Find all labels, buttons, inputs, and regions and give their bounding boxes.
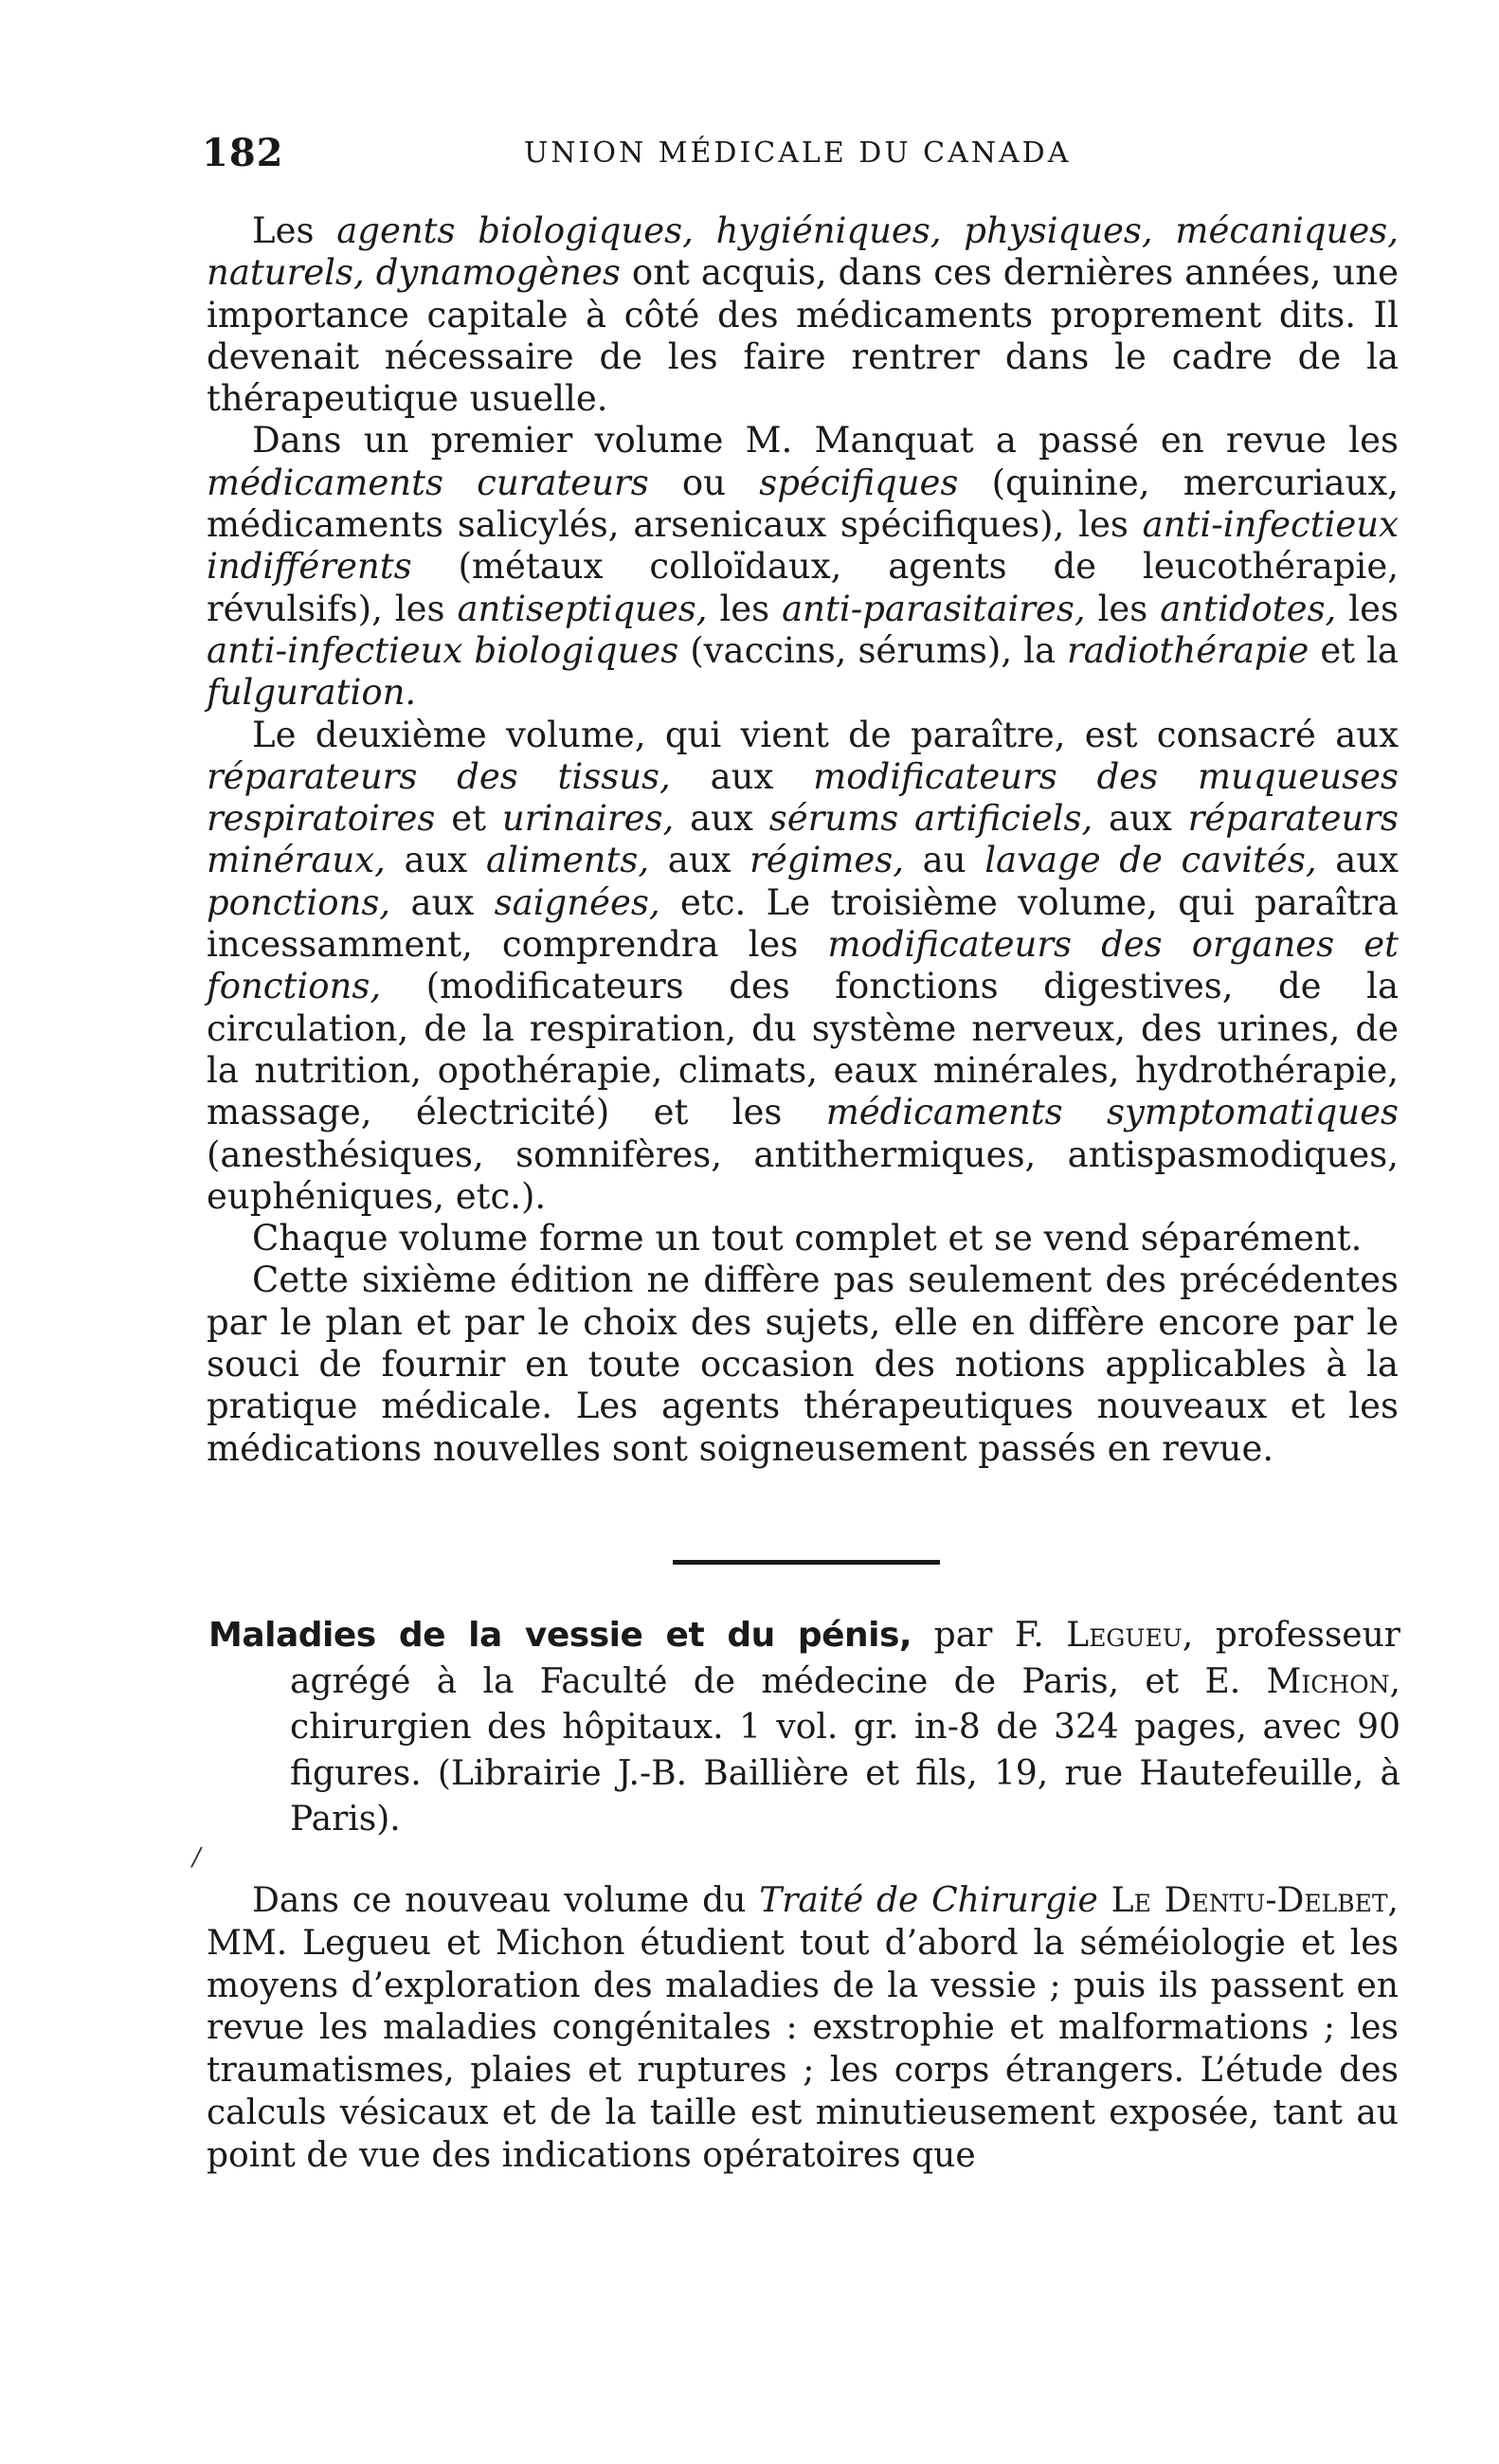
paragraph-4: Chaque volume forme un tout complet et se vend séparément.: [252, 1218, 1363, 1259]
text: les: [707, 588, 783, 629]
italic-text: aliments,: [485, 840, 650, 881]
italic-text: urinaires,: [501, 798, 675, 840]
paragraph-1: [207, 210, 1399, 420]
text: Dans un premier volume M. Manquat a passé en revue les: [252, 420, 1399, 462]
text: aux: [385, 840, 486, 881]
text: Le deuxième volume, qui vient de paraître, est consacré aux: [252, 714, 1399, 755]
text: par F.: [912, 1616, 1067, 1655]
paragraph-3: [207, 715, 1399, 1219]
review-book-title: Maladies de la vessie et du pénis,: [208, 1616, 912, 1655]
section-divider: [673, 1560, 940, 1565]
section-review-body: [207, 1880, 1399, 2178]
text: (quinine, mercuriaux, médicaments salicylés, arsenicaux spécifiques), les: [207, 462, 1399, 546]
text: ou: [648, 462, 760, 503]
text: ont acquis, dans ces dernières années, une importance capitale à côté des médicaments proprement dits. Il devenait nécessaire de les faire rentrer dans le cadre de la thérapeutique usuelle.: [207, 252, 1399, 420]
italic-text: anti-infectieux biologiques: [207, 629, 679, 671]
italic-text: anti-parasitaires,: [782, 588, 1086, 629]
italic-text: modificateurs des muqueuses respiratoires: [207, 755, 1399, 840]
italic-text: Traité de Chirurgie: [759, 1881, 1098, 1920]
page-header: [202, 131, 1398, 178]
text: aux: [670, 755, 814, 797]
text: aux: [1093, 798, 1188, 840]
author-name: Michon: [1266, 1661, 1390, 1701]
italic-text: antidotes,: [1160, 588, 1337, 629]
text: aux: [390, 881, 495, 923]
text: (vaccins, sérums), la: [678, 629, 1068, 671]
italic-text: réparateurs minéraux,: [207, 798, 1399, 881]
stray-mark: /: [192, 1843, 201, 1872]
running-title: UNION MÉDICALE DU CANADA: [524, 136, 1072, 170]
italic-text: médicaments curateurs: [207, 462, 649, 503]
italic-text: modificateurs des organes et fonctions,: [207, 924, 1399, 1007]
italic-text: ponctions,: [207, 881, 391, 923]
text: aux: [649, 840, 750, 881]
italic-text: radiothérapie: [1067, 629, 1309, 671]
page-number: 182: [202, 131, 284, 175]
text: (anesthésiques, somnifères, antithermiques, antispasmodiques, euphéniques, etc.).: [207, 1133, 1399, 1217]
text: les: [1085, 588, 1161, 629]
text: (métaux colloïdaux, agents de leucothérapie, révulsifs), les: [207, 546, 1399, 629]
italic-text: antiseptiques,: [457, 588, 708, 629]
text: , chirurgien des hôpitaux. 1 vol. gr. in-8 de 324 pages, avec 90 figures. (Librairie J.-B. Baillière et fils, 19, rue Hautefeuille, à Paris).: [290, 1661, 1400, 1839]
text: [1098, 1881, 1111, 1920]
text: etc. Le troisième volume, qui paraîtra incessamment, comprendra les: [207, 881, 1399, 966]
text: , professeur agrégé à la Faculté de médecine de Paris, et E.: [290, 1616, 1400, 1701]
section-therapeutics: [207, 210, 1399, 1470]
author-name: Legueu: [1066, 1616, 1183, 1655]
italic-text: lavage de cavités,: [984, 840, 1317, 881]
paragraph-2: [207, 420, 1399, 714]
italic-text: sérums artificiels,: [768, 798, 1093, 840]
text: Dans ce nouveau volume du: [252, 1881, 760, 1920]
text: les: [1336, 588, 1399, 629]
italic-text: saignées,: [494, 881, 660, 923]
text: et: [435, 798, 502, 840]
review-paragraph-1: [207, 1880, 1399, 2178]
italic-text: spécifiques: [759, 462, 959, 503]
review-citation: [208, 1613, 1400, 1843]
italic-text: fulguration.: [207, 672, 417, 714]
review-heading: [208, 1613, 1400, 1843]
text: aux: [1316, 840, 1400, 881]
author-name: Le Dentu-Delbet: [1111, 1881, 1388, 1920]
italic-text: anti-infectieux indifférents: [207, 504, 1399, 588]
text: aux: [674, 798, 769, 840]
italic-text: médicaments symptomatiques: [825, 1092, 1400, 1133]
text: , MM. Legueu et Michon étudient tout d’abord la séméiologie et les moyens d’exploration des maladies de la vessie ; puis ils passent en revue les maladies congénitales : exstrophie et malformations ; les traumatismes, plaies et ruptures ; les corps étrangers. L’étude des calculs vésicaux et de la taille est minutieusement exposée, tant au point de vue des indications opératoires que: [207, 1881, 1399, 2175]
paragraph-5: Cette sixième édition ne diffère pas seulement des précédentes par le plan et par le choix des sujets, elle en diffère encore par le souci de fournir en toute occasion des notions applicables à la pratique médicale. Les agents thérapeutiques nouveaux et les médications nouvelles sont soigneusement passés en revue.: [207, 1259, 1399, 1469]
text: Les: [252, 210, 337, 251]
text: au: [904, 840, 985, 881]
italic-text: réparateurs des tissus,: [207, 755, 671, 797]
text: (modificateurs des fonctions digestives, de la circulation, de la respiration, du système nerveux, des urines, de la nutrition, opothérapie, climats, eaux minérales, hydrothérapie, massage, électricité) et les: [207, 966, 1399, 1133]
italic-text: agents biologiques, hygiéniques, physiques, mécaniques, naturels, dynamogènes: [207, 210, 1400, 294]
italic-text: régimes,: [750, 840, 905, 881]
text: et la: [1309, 629, 1399, 671]
